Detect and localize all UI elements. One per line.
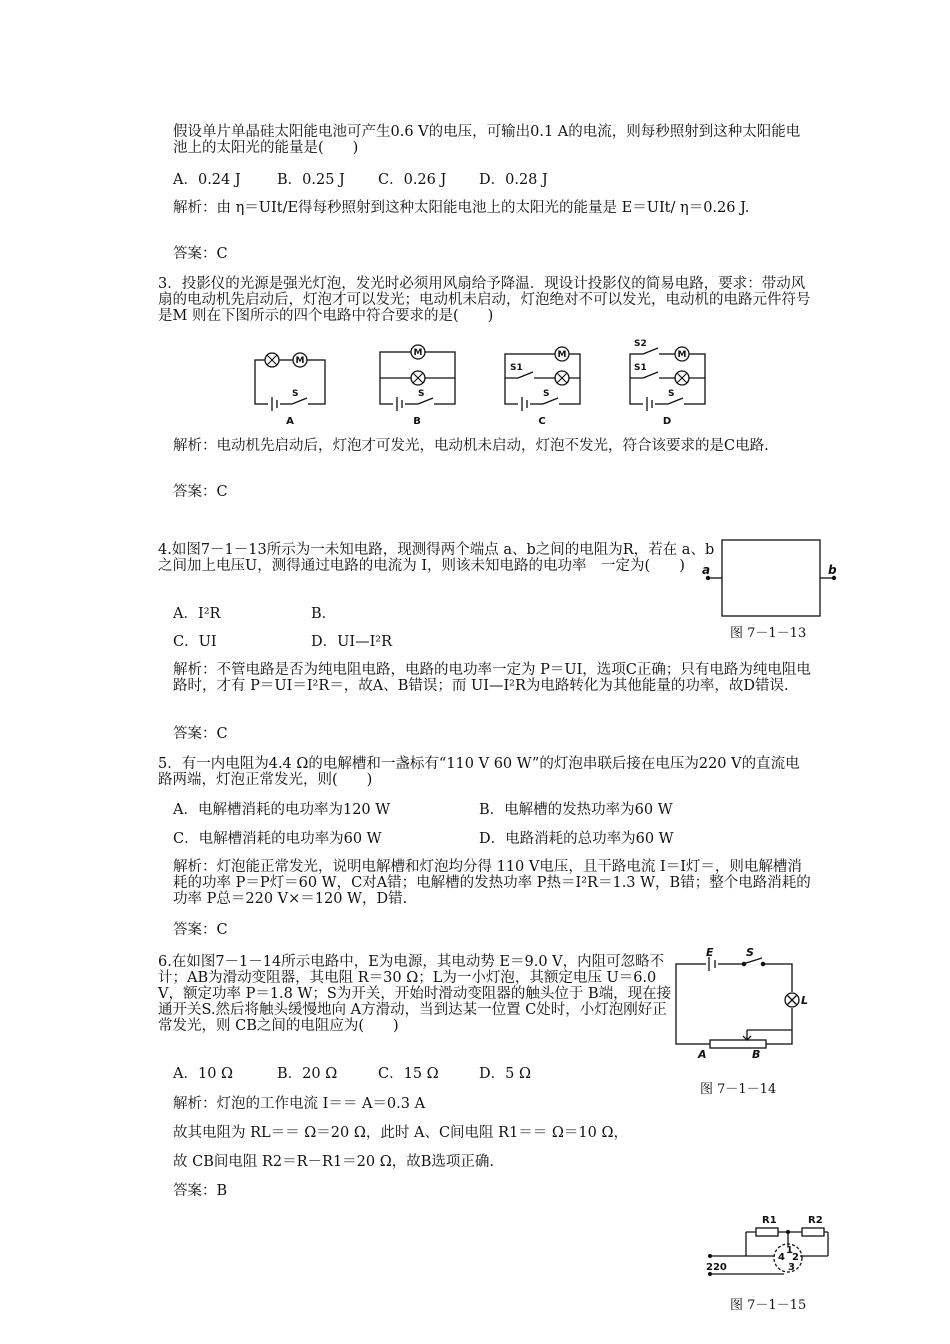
circuit-label-a: A <box>286 416 294 427</box>
p4-answer: 答案：C <box>173 726 228 742</box>
p2-answer: 答案：C <box>173 246 228 262</box>
terminal-a-label: a <box>702 563 711 577</box>
label-220: 220 <box>706 1262 727 1273</box>
switch-label-c-s1: S1 <box>510 363 523 373</box>
p6-analysis-line2: 故其电阻为 RL＝＝ Ω＝20 Ω，此时 A、C间电阻 R1＝＝ Ω＝10 Ω， <box>173 1125 629 1141</box>
label-s: S <box>746 946 754 959</box>
p3-analysis: 解析：电动机先启动后，灯泡才可发光，电动机未启动，灯泡不发光，符合该要求的是C电路. <box>173 438 769 454</box>
p4-option-a: A．I²R <box>173 606 221 622</box>
p6-option-d: D．5 Ω <box>479 1066 531 1082</box>
p4-stem: 4.如图7－1－13所示为一未知电路，现测得两个端点 a、b之间的电阻为R，若在 a、b之间加上电压U，测得通过电路的电流为 I，则该未知电路的电功率 一定为( ) <box>158 542 715 574</box>
p4-option-c: C．UI <box>173 634 217 650</box>
terminal-b-label: b <box>828 563 837 577</box>
p6-option-b: B．20 Ω <box>277 1066 338 1082</box>
p6-option-a: A．10 Ω <box>173 1066 234 1082</box>
p3-circuit-figure <box>250 338 720 430</box>
terminal-2: 2 <box>792 1252 799 1263</box>
circuit-label-c: C <box>538 416 546 427</box>
fig-7-1-15 <box>704 1210 844 1286</box>
label-l: L <box>801 994 809 1007</box>
p5-analysis: 解析：灯泡能正常发光，说明电解槽和灯泡均分得 110 V电压，且干路电流 I＝I灯＝，则电解槽消耗的功率 P＝P灯＝60 W，C对A错；电解槽的发热功率 P热＝I²R＝1.3 W，B错；整个电路消耗的功率 P总＝220 V×＝120 W，D错. <box>173 859 811 907</box>
switch-label-d: S <box>668 389 675 399</box>
p6-analysis-line1: 解析：灯泡的工作电流 I＝＝ A＝0.3 A <box>173 1096 426 1112</box>
terminal-1: 1 <box>786 1245 793 1256</box>
caption-7-1-15: 图 7－1－15 <box>730 1298 807 1313</box>
p3-answer: 答案：C <box>173 484 228 500</box>
caption-7-1-14: 图 7－1－14 <box>700 1082 777 1097</box>
p5-answer: 答案：C <box>173 922 228 938</box>
switch-label-d-s2: S2 <box>634 339 647 349</box>
p6-analysis-line3: 故 CB间电阻 R2＝R－R1＝20 Ω，故B选项正确. <box>173 1154 495 1170</box>
p5-option-b: B．电解槽的发热功率为60 W <box>479 802 673 818</box>
p2-option-d: D．0.28 J <box>479 172 548 188</box>
label-b: B <box>752 1048 761 1061</box>
switch-label-c: S <box>543 389 550 399</box>
p3-stem: 3．投影仪的光源是强光灯泡，发光时必须用风扇给予降温．现设计投影仪的简易电路，要求：带动风扇的电动机先启动后，灯泡才可以发光；电动机未启动，灯泡绝对不可以发光，电动机的电路元件符号是M 则在下图所示的四个电路中符合要求的是( ) <box>158 276 811 324</box>
terminal-3: 3 <box>788 1262 795 1273</box>
p2-option-a: A．0.24 J <box>173 172 241 188</box>
switch-label-b: S <box>418 389 425 399</box>
p4-option-b: B． <box>311 606 337 622</box>
p2-option-b: B．0.25 J <box>277 172 345 188</box>
p2-stem: 假设单片单晶硅太阳能电池可产生0.6 V的电压，可输出0.1 A的电流，则每秒照射到这种太阳能电池上的太阳光的能量是( ) <box>173 124 801 156</box>
p4-analysis: 解析：不管电路是否为纯电阻电路，电路的电功率一定为 P＝UI，选项C正确；只有电路为纯电阻电路时，才有 P＝UI＝I²R＝，故A、B错误；而 UI—I²R为电路转化为其他能量的功率，故D错误. <box>173 662 811 694</box>
p6-option-c: C．15 Ω <box>378 1066 439 1082</box>
label-a: A <box>698 1048 707 1061</box>
switch-label-a: S <box>292 389 299 399</box>
caption-7-1-13: 图 7－1－13 <box>730 626 807 641</box>
label-r2: R2 <box>808 1215 823 1226</box>
label-r1: R1 <box>762 1215 777 1226</box>
p5-stem: 5．有一内电阻为4.4 Ω的电解槽和一盏标有“110 V 60 W”的灯泡串联后接在电压为220 V的直流电路两端，灯泡正常发光，则( ) <box>158 756 800 788</box>
motor-label-d: M <box>677 350 687 360</box>
switch-label-d-s1: S1 <box>634 363 647 373</box>
circuit-label-b: B <box>413 416 421 427</box>
terminal-4: 4 <box>778 1252 785 1263</box>
p6-answer: 答案：B <box>173 1183 228 1199</box>
p4-option-d: D．UI—I²R <box>311 634 393 650</box>
motor-label-b: M <box>413 348 423 358</box>
p5-option-d: D．电路消耗的总功率为60 W <box>479 831 674 847</box>
p2-analysis: 解析：由 η＝UIt/E得每秒照射到这种太阳能电池上的太阳光的能量是 E＝UIt/ η＝0.26 J. <box>173 200 750 216</box>
motor-label-c: M <box>557 350 567 360</box>
p2-option-c: C．0.26 J <box>378 172 447 188</box>
motor-label-a: M <box>295 356 305 366</box>
fig-7-1-13 <box>702 538 842 620</box>
p6-stem: 6.在如图7－1－14所示电路中，E为电源，其电动势 E＝9.0 V，内阻可忽略不计；AB为滑动变阻器，其电阻 R＝30 Ω；L为一小灯泡，其额定电压 U＝6.0 V，额定功率 P＝1.8 W；S为开关，开始时滑动变阻器的触头位于 B端，现在接通开关S.然后将触头缓慢地向 A方滑动，当到达某一位置 C处时，小灯泡刚好正常发光，则 CB之间的电阻应为( ) <box>158 954 672 1034</box>
p5-option-c: C．电解槽消耗的电功率为60 W <box>173 831 382 847</box>
label-e: E <box>706 946 714 959</box>
p5-option-a: A．电解槽消耗的电功率为120 W <box>173 802 391 818</box>
circuit-label-d: D <box>662 416 672 427</box>
fig-7-1-14 <box>670 946 820 1068</box>
